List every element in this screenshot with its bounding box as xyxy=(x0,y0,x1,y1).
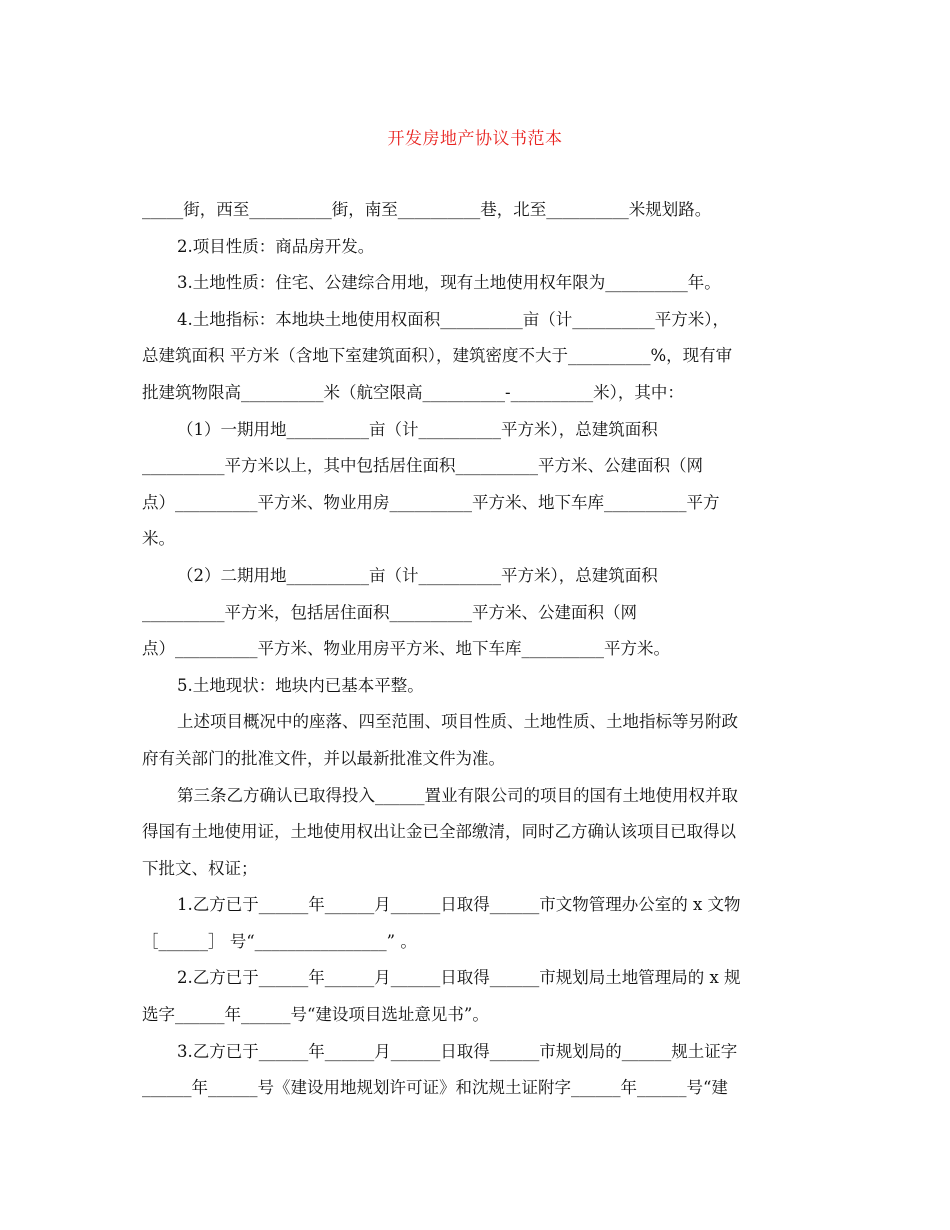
text-line: 1.乙方已于______年______月______日取得______市文物管理办公室的 x 文物 xyxy=(177,895,741,915)
text-line: ［______］ 号“________________” 。 xyxy=(142,931,417,951)
text-line: 3.乙方已于______年______月______日取得______市规划局的______规土证字 xyxy=(177,1041,738,1061)
text-line: 下批文、权证； xyxy=(142,858,258,878)
text-line: 上述项目概况中的座落、四至范围、项目性质、土地性质、土地指标等另附政 xyxy=(177,712,738,732)
document-body xyxy=(142,192,822,1107)
text-line: 米。 xyxy=(142,529,175,549)
text-line: 2.项目性质：商品房开发。 xyxy=(177,236,375,256)
text-line: 总建筑面积 平方米（含地下室建筑面积），建筑密度不大于__________%，现有审 xyxy=(142,346,733,366)
text-line: 5.土地现状：地块内已基本平整。 xyxy=(177,675,424,695)
text-line: 2.乙方已于______年______月______日取得______市规划局土地管理局的 x 规 xyxy=(177,968,741,988)
text-line: 府有关部门的批准文件，并以最新批准文件为准。 xyxy=(142,748,505,768)
text-line: __________平方米以上，其中包括居住面积__________平方米、公建面积（网 xyxy=(142,456,703,476)
text-line: 选字______年______号“建设项目选址意见书”。 xyxy=(142,1005,489,1025)
text-line: 得国有土地使用证，土地使用权出让金已全部缴清，同时乙方确认该项目已取得以 xyxy=(142,822,736,842)
text-line: （1）一期用地__________亩（计__________平方米），总建筑面积 xyxy=(177,419,658,439)
text-line: 4.土地指标：本地块土地使用权面积__________亩（计__________平方米）， xyxy=(177,309,729,329)
text-line: __________平方米，包括居住面积__________平方米、公建面积（网 xyxy=(142,602,637,622)
text-line: ______年______号《建设用地规划许可证》和沈规土证附字______年______号“建 xyxy=(142,1078,728,1098)
text-line: 点）__________平方米、物业用房平方米、地下车库__________平方米。 xyxy=(142,639,670,659)
text-line: 点）__________平方米、物业用房__________平方米、地下车库__________平方 xyxy=(142,492,720,512)
text-line: （2）二期用地__________亩（计__________平方米），总建筑面积 xyxy=(177,565,658,585)
text-line: _____街，西至__________街，南至__________巷，北至__________米规划路。 xyxy=(142,200,712,219)
text-line: 批建筑物限高__________米（航空限高__________-__________米），其中： xyxy=(142,382,684,402)
text-line: 第三条乙方确认已取得投入______置业有限公司的项目的国有土地使用权并取 xyxy=(177,785,738,805)
document-title: 开发房地产协议书范本 xyxy=(387,129,563,149)
text-line: 3.土地性质：住宅、公建综合用地，现有土地使用权年限为__________年。 xyxy=(177,273,721,293)
